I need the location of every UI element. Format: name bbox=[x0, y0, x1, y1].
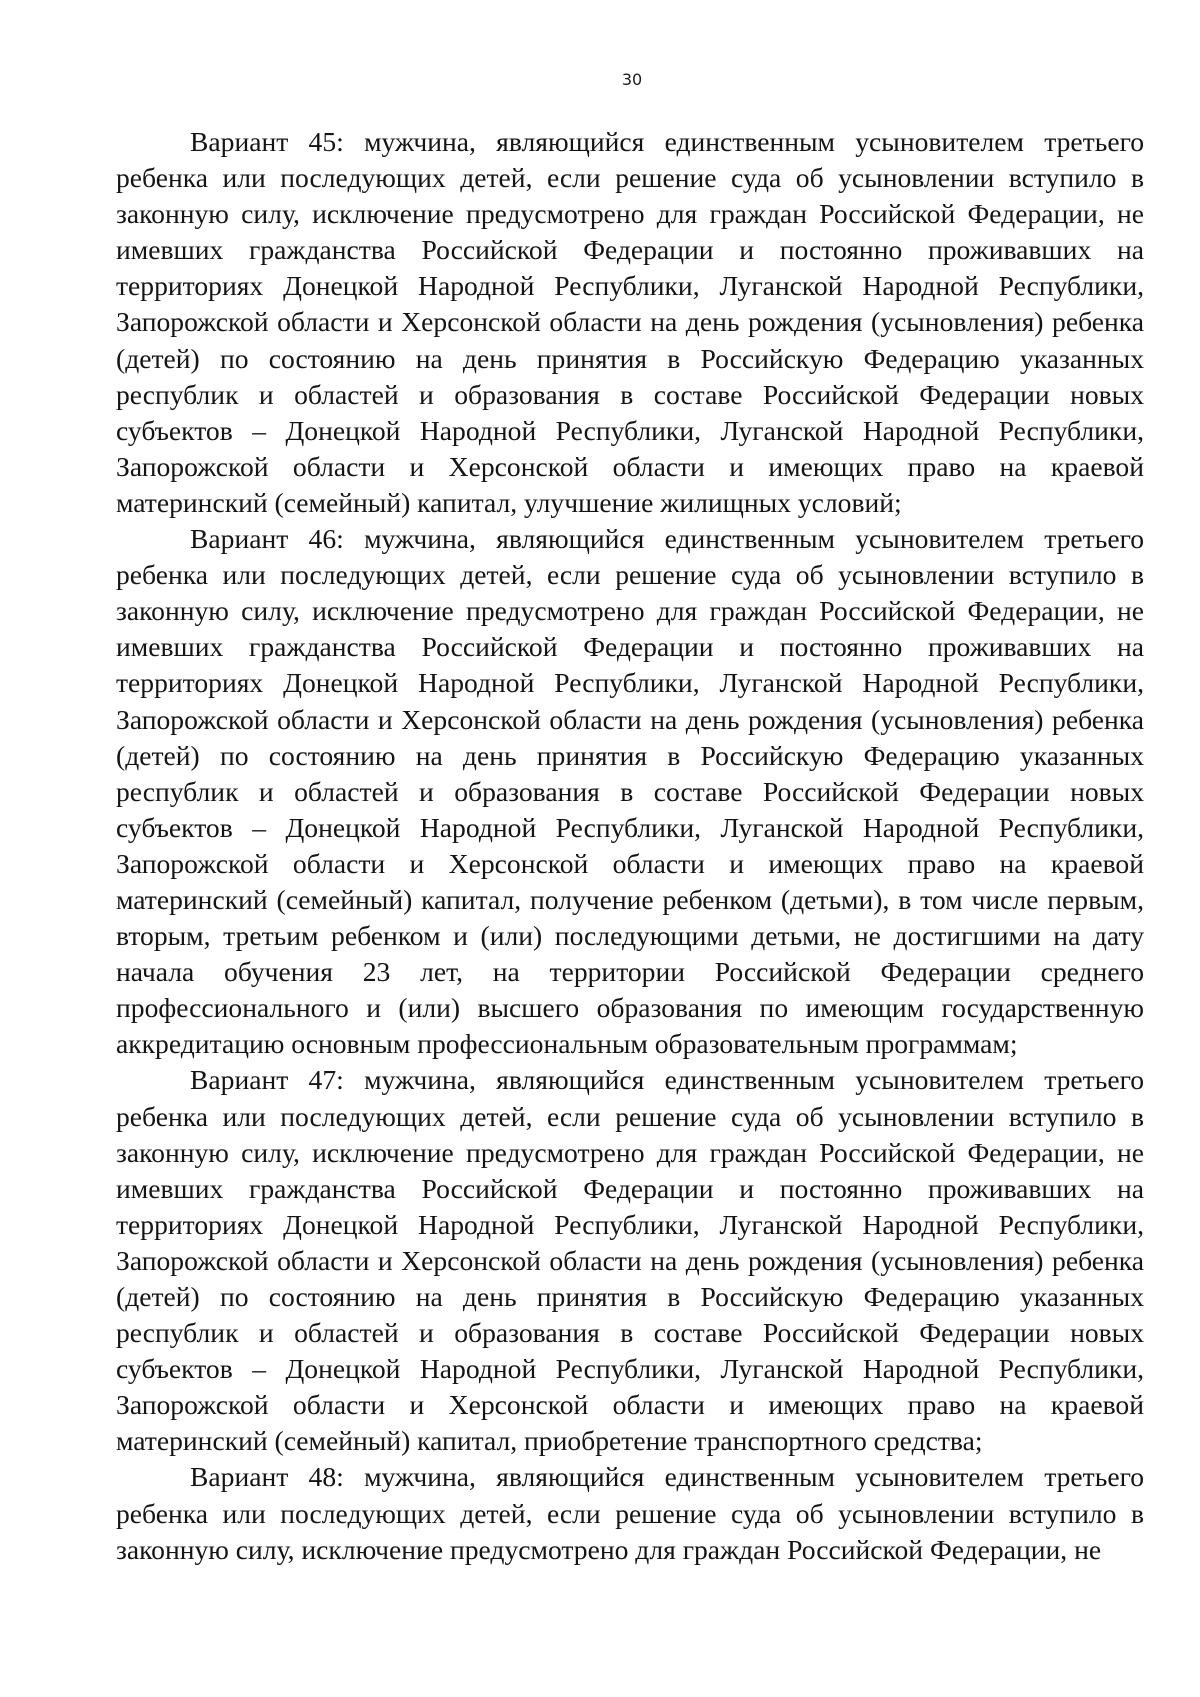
paragraph-variant-47: Вариант 47: мужчина, являющийся единственным усыновителем третьего ребенка или последующих детей, если решение суда об усыновлении вступило в законную силу, исключение предусмотрено для граждан Российской Федерации, не имевших гражданства Российской Федерации и постоянно проживавших на территориях Донецкой Народной Республики, Луганской Народной Республики, Запорожской области и Херсонской области на день рождения (усыновления) ребенка (детей) по состоянию на день принятия в Российскую Федерацию указанных республик и областей и образования в составе Российской Федерации новых субъектов – Донецкой Народной Республики, Луганской Народной Республики, Запорожской области и Херсонской области и имеющих право на краевой материнский (семейный) капитал, приобретение транспортного средства; bbox=[116, 1064, 1144, 1457]
paragraph-variant-48: Вариант 48: мужчина, являющийся единственным усыновителем третьего ребенка или последующих детей, если решение суда об усыновлении вступило в законную силу, исключение предусмотрено для граждан Российской Федерации, не bbox=[116, 1461, 1144, 1565]
paragraph-variant-46: Вариант 46: мужчина, являющийся единственным усыновителем третьего ребенка или последующих детей, если решение суда об усыновлении вступило в законную силу, исключение предусмотрено для граждан Российской Федерации, не имевших гражданства Российской Федерации и постоянно проживавших на территориях Донецкой Народной Республики, Луганской Народной Республики, Запорожской области и Херсонской области на день рождения (усыновления) ребенка (детей) по состоянию на день принятия в Российскую Федерацию указанных республик и областей и образования в составе Российской Федерации новых субъектов – Донецкой Народной Республики, Луганской Народной Республики, Запорожской области и Херсонской области и имеющих право на краевой материнский (семейный) капитал, получение ребенком (детьми), в том числе первым, вторым, третьим ребенком и (или) последующими детьми, не достигшими на дату начала обучения 23 лет, на территории Российской Федерации среднего профессионального и (или) высшего образования по имеющим государственную аккредитацию основным профессиональным образовательным программам; bbox=[116, 523, 1144, 1060]
document-body bbox=[116, 124, 1144, 1568]
paragraph-variant-45: Вариант 45: мужчина, являющийся единственным усыновителем третьего ребенка или последующих детей, если решение суда об усыновлении вступило в законную силу, исключение предусмотрено для граждан Российской Федерации, не имевших гражданства Российской Федерации и постоянно проживавших на территориях Донецкой Народной Республики, Луганской Народной Республики, Запорожской области и Херсонской области на день рождения (усыновления) ребенка (детей) по состоянию на день принятия в Российскую Федерацию указанных республик и областей и образования в составе Российской Федерации новых субъектов – Донецкой Народной Республики, Луганской Народной Республики, Запорожской области и Херсонской области и имеющих право на краевой материнский (семейный) капитал, улучшение жилищных условий; bbox=[116, 126, 1144, 518]
page-number: 30 bbox=[621, 70, 643, 89]
